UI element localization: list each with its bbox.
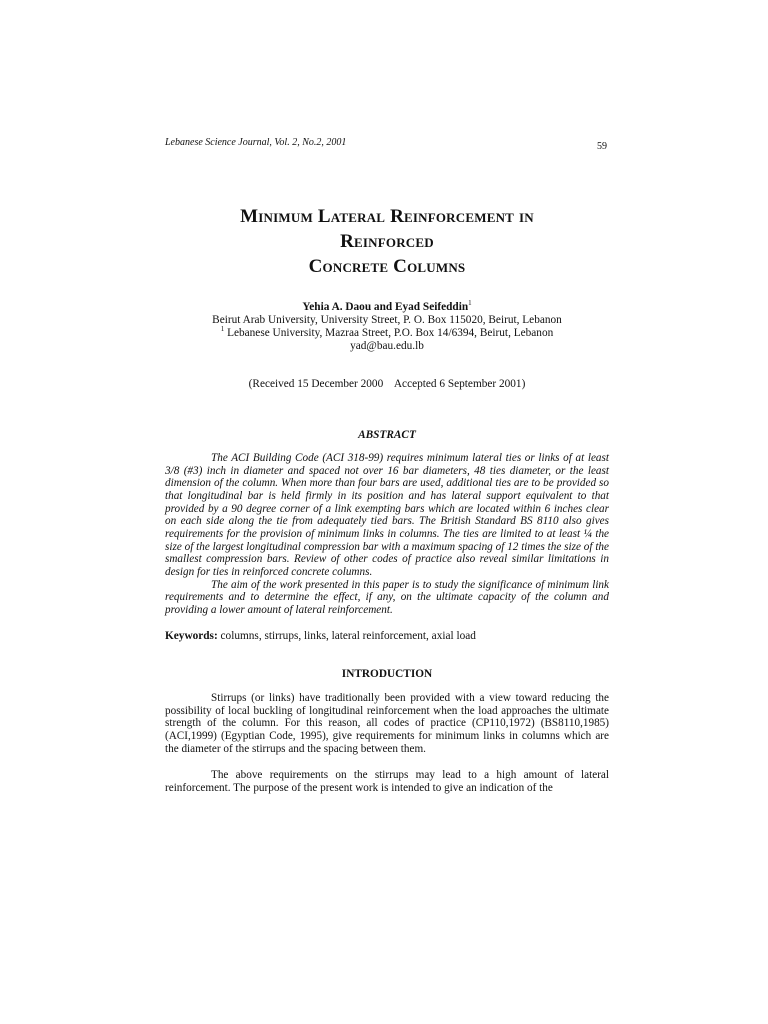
keywords-text: columns, stirrups, links, lateral reinforcement, axial load — [217, 630, 476, 642]
author-names: Yehia A. Daou and Eyad Seifeddin — [302, 301, 469, 313]
running-head: Lebanese Science Journal, Vol. 2, No.2, 2001 — [165, 137, 347, 148]
paper-title — [165, 204, 609, 279]
page-number: 59 — [597, 141, 607, 152]
abstract-paragraph-2: The aim of the work presented in this paper is to study the significance of minimum link requirements and to determine the effect, if any, on the ultimate capacity of the column and providing a lower amount of lateral reinforcement. — [165, 578, 609, 616]
keywords — [165, 630, 609, 642]
affiliation-2-superscript: 1 — [220, 325, 225, 334]
title-line-1: Minimum Lateral Reinforcement in — [240, 206, 534, 227]
author-names-superscript: 1 — [468, 299, 472, 308]
introduction-paragraph-2: The above requirements on the stirrups may lead to a high amount of lateral reinforcement. The purpose of the present work is intended to give an indication of the — [165, 769, 609, 794]
affiliation-2-line — [165, 327, 609, 340]
affiliation-1: Beirut Arab University, University Street, P. O. Box 115020, Beirut, Lebanon — [212, 314, 562, 326]
title-line-3: Concrete Columns — [308, 256, 466, 277]
author-email: yad@bau.edu.lb — [350, 340, 424, 352]
abstract-paragraph-1: The ACI Building Code (ACI 318-99) requires minimum lateral ties or links of at least 3/8 (#3) inch in diameter and spaced not over 16 bar diameters, 48 ties diameter, or the least dimension of the column. When more than four bars are used, additional ties are to be provided so that longitudinal bar is held firmly in its position and has lateral support equivalent to that provided by a 90 degree corner of a link exempting bars which are located within 6 inches clear on each side along the tie from adequately tied bars. The British Standard BS 8110 also gives requirements for the provision of minimum links in columns. The ties are limited to at least ¼ the size of the largest longitudinal compression bar with a maximum spacing of 12 times the size of the smallest compression bars. Review of other codes of practice also reveal similar limitations in design for ties in reinforced concrete columns. — [165, 452, 609, 578]
title-line-2: Reinforced — [340, 231, 434, 252]
received-dates: (Received 15 December 2000 Accepted 6 September 2001) — [248, 378, 526, 390]
introduction-heading: INTRODUCTION — [341, 668, 433, 680]
author-block — [165, 301, 609, 353]
introduction-paragraph-1: Stirrups (or links) have traditionally been provided with a view toward reducing the possibility of local buckling of longitudinal reinforcement when the load approaches the ultimate strength of the column. For this reason, all codes of practice (CP110,1972) (BS8110,1985) (ACI,1999) (Egyptian Code, 1995), give requirements for minimum links in columns which are the diameter of the stirrups and the spacing between them. — [165, 692, 609, 755]
abstract-body — [165, 452, 609, 617]
author-names-line — [165, 301, 609, 314]
abstract-heading: ABSTRACT — [358, 429, 416, 441]
affiliation-2: Lebanese University, Mazraa Street, P.O. Box 14/6394, Beirut, Lebanon — [224, 327, 554, 339]
keywords-label: Keywords: — [165, 630, 218, 642]
